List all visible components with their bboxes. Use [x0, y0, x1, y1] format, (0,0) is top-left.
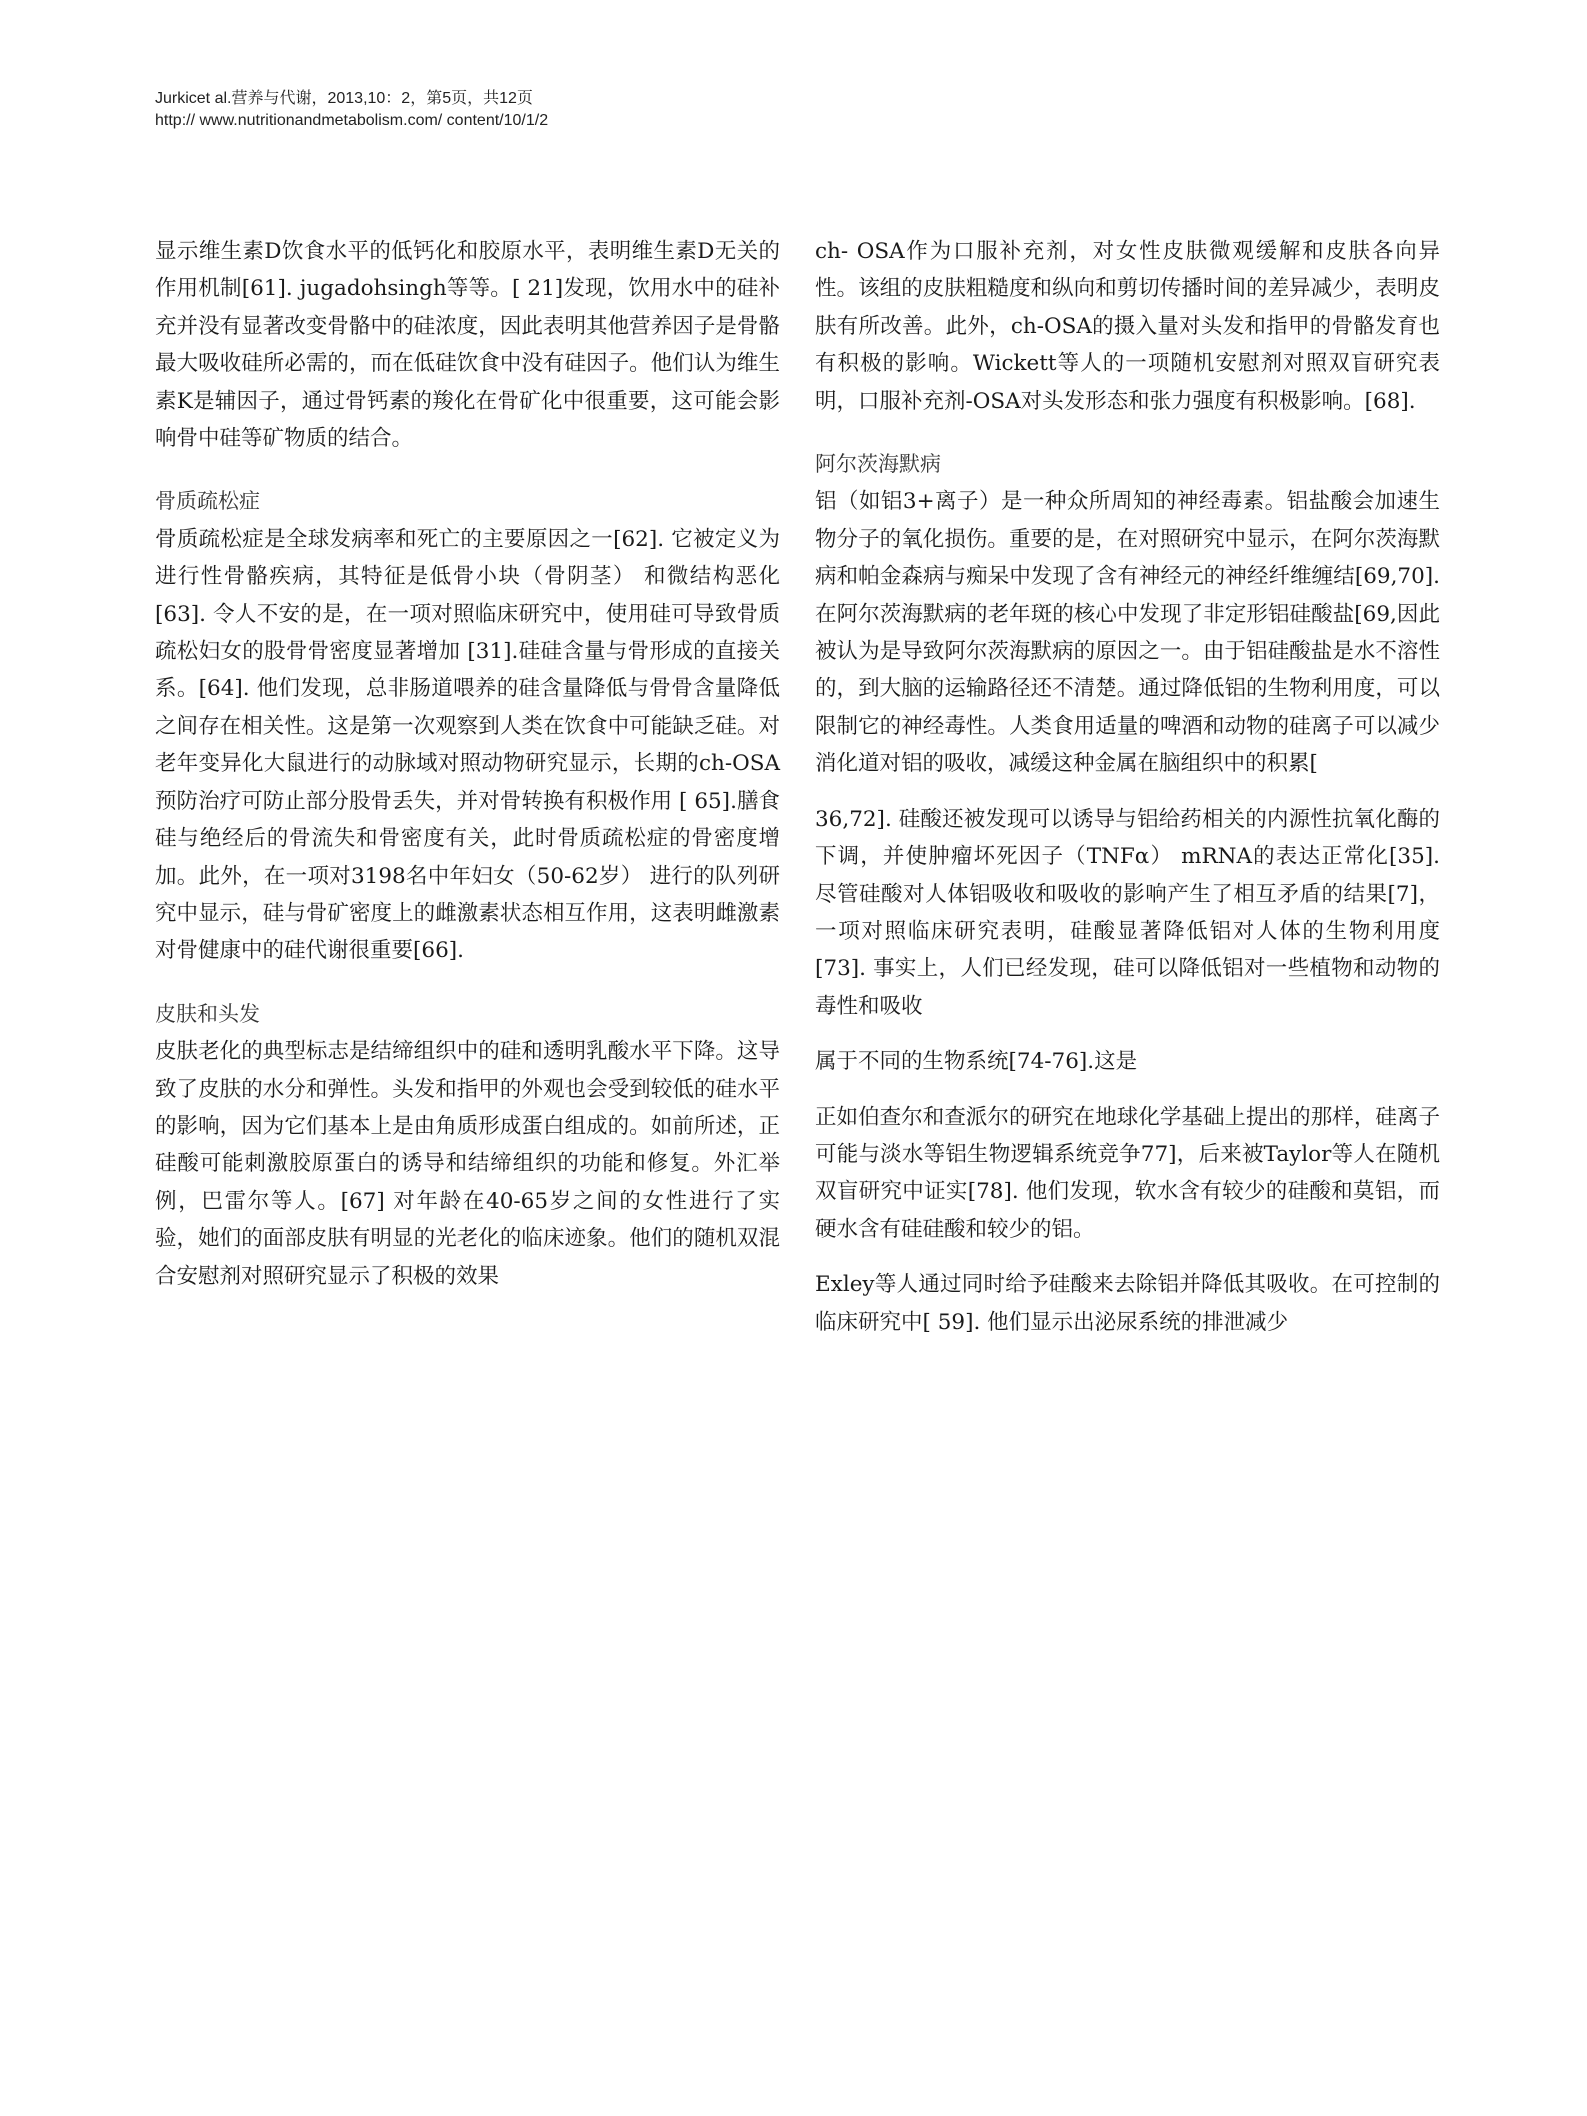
- url-line: http:// www.nutritionandmetabolism.com/ content/10/1/2: [155, 112, 549, 129]
- paragraph-aluminium-neurotoxin: 铝（如铝3+离子）是一种众所周知的神经毒素。铝盐酸会加速生物分子的氧化损伤。重要的是，在对照研究中显示，在阿尔茨海默病和帕金森病与痴呆中发现了含有神经元的神经纤维缠结[69,70]. 在阿尔茨海默病的老年斑的核心中发现了非定形铝硅酸盐[69,因此被认为是导致阿尔茨海默病的原因之一。由于铝硅酸盐是水不溶性的，到大脑的运输路径还不清楚。通过降低铝的生物利用度，可以限制它的神经毒性。人类食用适量的啤酒和动物的硅离子可以减少消化道对铝的吸收，减缓这种金属在脑组织中的积累[: [815, 489, 1440, 777]
- paragraph-birchall-chappell: 正如伯查尔和查派尔的研究在地球化学基础上提出的那样，硅离子可能与淡水等铝生物逻辑系统竞争77]，后来被Taylor等人在随机双盲研究中证实[78]. 他们发现，软水含有较少的硅酸和莫铝，而硬水含有硅硅酸和较少的铝。: [815, 1104, 1440, 1242]
- running-header: [155, 88, 855, 132]
- section-heading-skin-hair: 皮肤和头发: [155, 1001, 260, 1026]
- right-column: [815, 233, 1440, 1341]
- section-heading-osteoporosis: 骨质疏松症: [155, 489, 260, 514]
- paragraph-osteoporosis: 骨质疏松症是全球发病率和死亡的主要原因之一[62]. 它被定义为进行性骨骼疾病，其特征是低骨小块（骨阴茎） 和微结构恶化[63]. 令人不安的是，在一项对照临床研究中，使用硅可导致骨质疏松妇女的股骨骨密度显著增加 [31].硅硅含量与骨形成的直接关系。[64]. 他们发现，总非肠道喂养的硅含量降低与骨骨含量降低之间存在相关性。这是第一次观察到人类在饮食中可能缺乏硅。对老年变异化大鼠进行的动脉域对照动物研究显示，长期的ch-OSA预防治疗可防止部分股骨丢失，并对骨转换有积极作用 [ 65].膳食硅与绝经后的骨流失和骨密度有关，此时骨质疏松症的骨密度增加。此外，在一项对3198名中年妇女（50-62岁） 进行的队列研究中显示，硅与骨矿密度上的雌激素状态相互作用，这表明雌激素对骨健康中的硅代谢很重要[66].: [155, 526, 780, 964]
- paragraph-ch-osa-skin: ch- OSA作为口服补充剂，对女性皮肤微观缓解和皮肤各向异性。该组的皮肤粗糙度和纵向和剪切传播时间的差异减少，表明皮肤有所改善。此外，ch-OSA的摄入量对头发和指甲的骨骼发育也有积极的影响。Wickett等人的一项随机安慰剂对照双盲研究表明，口服补充剂-OSA对头发形态和张力强度有积极影响。[68].: [815, 239, 1440, 414]
- paragraph-biological-systems: 属于不同的生物系统[74-76].这是: [815, 1049, 1138, 1075]
- section-heading-alzheimers: 阿尔茨海默病: [815, 452, 941, 477]
- paragraph-silicic-acid-antioxidant: 36,72]. 硅酸还被发现可以诱导与铝给药相关的内源性抗氧化酶的下调，并使肿瘤坏死因子（TNFα） mRNA的表达正常化[35]. 尽管硅酸对人体铝吸收和吸收的影响产生了相互矛盾的结果[7]，一项对照临床研究表明，硅酸显著降低铝对人体的生物利用度[73]. 事实上，人们已经发现，硅可以降低铝对一些植物和动物的毒性和吸收: [815, 806, 1440, 1019]
- paragraph-exley: Exley等人通过同时给予硅酸来去除铝并降低其吸收。在可控制的临床研究中[ 59]. 他们显示出泌尿系统的排泄减少: [815, 1272, 1440, 1335]
- paragraph-skin-hair: 皮肤老化的典型标志是结缔组织中的硅和透明乳酸水平下降。这导致了皮肤的水分和弹性。头发和指甲的外观也会受到较低的硅水平的影响，因为它们基本上是由角质形成蛋白组成的。如前所述，正硅酸可能刺激胶原蛋白的诱导和结缔组织的功能和修复。外汇举例，巴雷尔等人。[67] 对年龄在40-65岁之间的女性进行了实验，她们的面部皮肤有明显的光老化的临床迹象。他们的随机双混合安慰剂对照研究显示了积极的效果: [155, 1039, 780, 1289]
- left-column: [155, 233, 780, 1295]
- citation-line: Jurkicet al.营养与代谢，2013,10：2，第5页，共12页: [155, 90, 533, 107]
- paragraph-vitamin-d: 显示维生素D饮食水平的低钙化和胶原水平，表明维生素D无关的作用机制[61]. jugadohsingh等等。[ 21]发现，饮用水中的硅补充并没有显著改变骨骼中的硅浓度，因此表明其他营养因子是骨骼最大吸收硅所必需的，而在低硅饮食中没有硅因子。他们认为维生素K是辅因子，通过骨钙素的羧化在骨矿化中很重要，这可能会影响骨中硅等矿物质的结合。: [155, 239, 780, 452]
